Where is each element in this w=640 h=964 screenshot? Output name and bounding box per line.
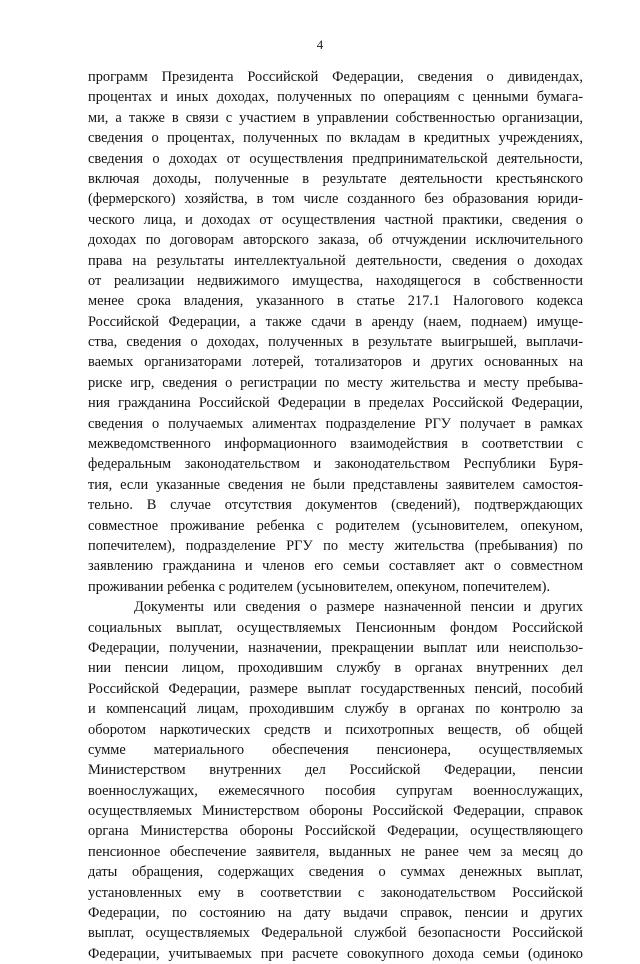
paragraph: [88, 67, 583, 597]
text-line: сумме материального обеспечения пенсионера, осуществляемых: [88, 741, 583, 758]
text-line: межведомственного информационного взаимодействия в соответствии с: [88, 436, 583, 453]
text-line: (фермерского) хозяйства, в том числе созданного без образования юриди-: [88, 191, 583, 208]
text-line: тельно. В случае отсутствия документов (сведений), подтверждающих: [88, 497, 583, 514]
text-line: попечителем), подразделение РГУ по месту жительства (пребывания) по: [88, 537, 583, 554]
text-line: осуществляемых Министерством обороны Российской Федерации, справок: [88, 803, 583, 820]
text-line: Документы или сведения о размере назначенной пенсии и других: [134, 599, 583, 616]
text-line: сведения о доходах от осуществления предпринимательской деятельности,: [88, 150, 583, 167]
text-line: пенсионное обеспечение заявителя, выданных не ранее чем за месяц до: [88, 843, 583, 860]
text-line: органа Министерства обороны Российской Федерации, осуществляющего: [88, 823, 583, 840]
text-line: сведения о процентах, полученных по вкладам в кредитных учреждениях,: [88, 130, 583, 147]
body-text: [88, 67, 583, 964]
text-line: даты обращения, содержащих сведения о суммах денежных выплат,: [88, 864, 583, 881]
text-line: процентах и иных доходах, полученных по операциям с ценными бумага-: [88, 89, 583, 106]
text-line: ческого лица, и доходах от осуществления частной практики, сведения о: [88, 211, 583, 228]
text-line: ваемых организаторами лотерей, тотализаторов и других основанных на: [88, 354, 583, 371]
text-line: тия, если указанные сведения не были представлены заявителем самостоя-: [88, 476, 583, 493]
text-line: Министерством внутренних дел Российской Федерации, пенсии: [88, 762, 583, 779]
paragraph: [88, 597, 583, 964]
text-line: права на результаты интеллектуальной деятельности, сведения о доходах: [88, 252, 583, 269]
text-line: нии пенсии лицом, проходившим службу в органах внутренних дел: [88, 660, 583, 677]
text-line: Российской Федерации, а также сдачи в аренду (наем, поднаем) имуще-: [88, 313, 583, 330]
text-line: установленных ему в соответствии с законодательством Российской: [88, 884, 583, 901]
text-line: федеральным законодательством и законодательством Республики Буря-: [88, 456, 583, 473]
text-line: заявлению гражданина и членов его семьи составляет акт о совместном: [88, 558, 583, 575]
text-line: сведения о получаемых алиментах подразделение РГУ получает в рамках: [88, 415, 583, 432]
text-line: Федерации, по состоянию на дату выдачи справок, пенсии и других: [88, 905, 583, 922]
text-line: включая доходы, полученные в результате деятельности крестьянского: [88, 170, 583, 187]
text-line: ства, сведения о доходах, полученных в результате выигрышей, выплачи-: [88, 334, 583, 351]
text-line: ния гражданина Российской Федерации в пределах Российской Федерации,: [88, 395, 583, 412]
text-line: Федерации, получении, назначении, прекращении выплат или неиспользо-: [88, 639, 583, 656]
text-line: менее срока владения, указанного в статье 217.1 Налогового кодекса: [88, 293, 583, 310]
text-line: программ Президента Российской Федерации, сведения о дивидендах,: [88, 69, 583, 85]
text-line: совместное проживание ребенка с родителем (усыновителем, опекуном,: [88, 517, 583, 534]
text-line: от реализации недвижимого имущества, находящегося в собственности: [88, 272, 583, 289]
text-line: риске игр, сведения о регистрации по месту жительства и месту пребыва-: [88, 374, 583, 391]
text-line: и компенсаций лицам, проходившим службу в органах по контролю за: [88, 701, 583, 718]
text-line: Российской Федерации, размере выплат государственных пенсий, пособий: [88, 680, 583, 697]
text-line: оборотом наркотических средств и психотропных веществ, об общей: [88, 721, 583, 738]
page-number: 4: [316, 37, 324, 52]
text-line: социальных выплат, осуществляемых Пенсионным фондом Российской: [88, 619, 583, 636]
text-line: ми, а также в связи с участием в управлении собственностью организации,: [88, 109, 583, 126]
text-line: военнослужащих, ежемесячного пособия супругам военнослужащих,: [88, 782, 583, 799]
text-line: Федерации, учитываемых при расчете совокупного дохода семьи (одиноко: [88, 945, 583, 962]
text-line: выплат, осуществляемых Федеральной службой безопасности Российской: [88, 925, 583, 942]
text-line: проживании ребенка с родителем (усыновителем, опекуном, попечителем).: [88, 578, 551, 595]
text-line: доходах по договорам авторского заказа, об отчуждении исключительного: [88, 232, 583, 249]
